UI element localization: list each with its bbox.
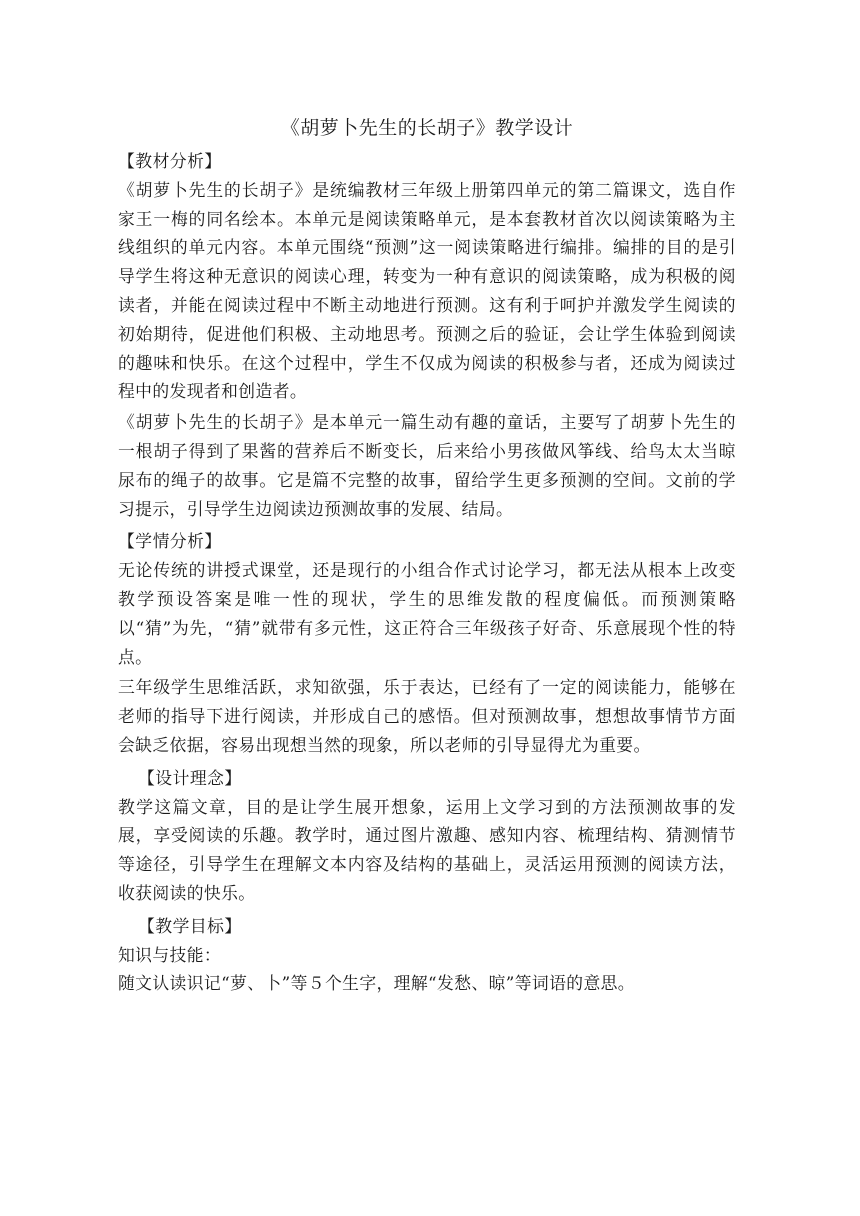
paragraph-student-analysis-1: 无论传统的讲授式课堂，还是现行的小组合作式讨论学习，都无法从根本上改变教学预设答案是唯一性的现状，学生的思维发散的程度偏低。而预测策略以“猜”为先，“猜”就带有多元性，这正符合三年级孩子好奇、乐意展现个性的特点。 (118, 560, 736, 667)
section-heading-design-concept: 【设计理念】 (138, 767, 242, 788)
section-heading-student-analysis: 【学情分析】 (118, 531, 222, 552)
paragraph-material-analysis-2: 《胡萝卜先生的长胡子》是本单元一篇生动有趣的童话，主要写了胡萝卜先生的一根胡子得到了果酱的营养后不断变长，后来给小男孩做风筝线、给鸟太太当晾尿布的绳子的故事。它是篇不完整的故事，留给学生更多预测的空间。文前的学习提示，引导学生边阅读边预测故事的发展、结局。 (118, 412, 736, 519)
document-title: 《胡萝卜先生的长胡子》教学设计 (280, 117, 574, 139)
document-body (118, 113, 736, 998)
section-heading-teaching-goals: 【教学目标】 (138, 915, 242, 936)
paragraph-student-analysis-2: 三年级学生思维活跃，求知欲强，乐于表达，已经有了一定的阅读能力，能够在老师的指导下进行阅读，并形成自己的感悟。但对预测故事，想想故事情节方面会缺乏依据，容易出现想当然的现象，所以老师的引导显得尤为重要。 (118, 677, 736, 755)
section-heading-material-analysis: 【教材分析】 (118, 151, 222, 171)
subheading-knowledge-skills: 知识与技能： (118, 944, 222, 965)
teaching-goal-item: 随文认读识记“萝、卜”等５个生字，理解“发愁、晾”等词语的意思。 (118, 973, 635, 994)
paragraph-material-analysis-1: 《胡萝卜先生的长胡子》是统编教材三年级上册第四单元的第二篇课文，选自作家王一梅的同名绘本。本单元是阅读策略单元，是本套教材首次以阅读策略为主线组织的单元内容。本单元围绕“预测”这一阅读策略进行编排。编排的目的是引导学生将这种无意识的阅读心理，转变为一种有意识的阅读策略，成为积极的阅读者，并能在阅读过程中不断主动地进行预测。这有利于呵护并激发学生阅读的初始期待，促进他们积极、主动地思考。预测之后的验证，会让学生体验到阅读的趣味和快乐。在这个过程中，学生不仅成为阅读的积极参与者，还成为阅读过程中的发现者和创造者。 (118, 179, 736, 402)
paragraph-design-concept-1: 教学这篇文章，目的是让学生展开想象，运用上文学习到的方法预测故事的发展，享受阅读的乐趣。教学时，通过图片激趣、感知内容、梳理结构、猜测情节等途径，引导学生在理解文本内容及结构的基础上，灵活运用预测的阅读方法，收获阅读的快乐。 (118, 796, 736, 903)
